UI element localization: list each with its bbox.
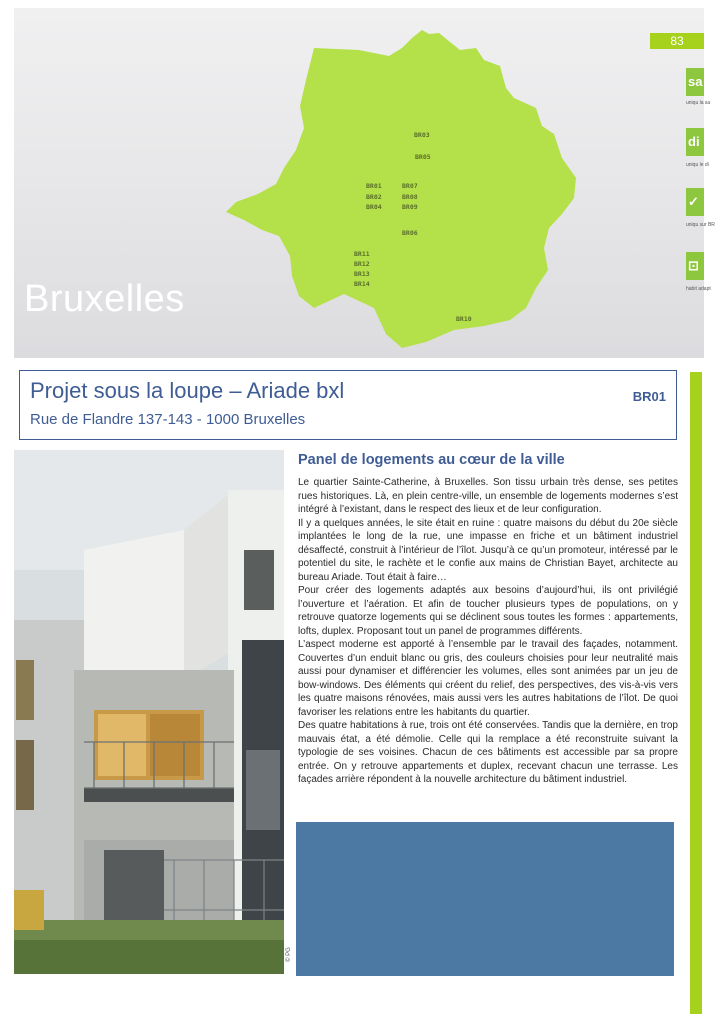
project-code: BR01 — [632, 389, 666, 404]
article-heading: Panel de logements au cœur de la ville — [298, 452, 565, 468]
article-paragraph: L’aspect moderne est apporté à l’ensemble par le travail des façades, notamment. Couvertes d’un enduit blanc ou gris, des couleurs choisies pour leur neutralité mais aussi pour dynamiser et différencier les volumes, elles sont animées par un jeu de bow-windows. Des éléments qui créent du relief, des perspectives, des vis-à-vis vers les quatre maisons rénovées, mais aussi vers les autres habitations de l’îlot. De quoi favoriser les relations entre les habitants du quartier. — [298, 639, 678, 718]
map-label: BR14 — [354, 280, 370, 288]
map-label: BR11 — [354, 250, 370, 258]
door-icon: ⊡ — [688, 258, 699, 273]
map-label: BR02 — [366, 193, 382, 201]
right-accent-bar — [690, 372, 702, 1014]
hero-map-banner — [14, 8, 715, 358]
map-label: BR06 — [402, 229, 418, 237]
building-photo — [14, 450, 284, 974]
blue-info-box — [296, 822, 674, 976]
map-label: BR09 — [402, 203, 418, 211]
map-label: BR03 — [414, 131, 430, 139]
article-paragraph: Il y a quelques années, le site était en ruine : quatre maisons du début du 20e siècle implantées le long de la rue, une impasse en friche et un bâtiment industriel désaffecté, construit à l’intérieur de l’îlot. Jusqu’à ce qu’un promoteur, intéressé par le potentiel du site, le rachète et le confie aux mains de Christian Bayet, architecte au bureau Ariade. Tout était à faire… — [298, 517, 678, 583]
map-label: BR12 — [354, 260, 370, 268]
brussels-region-shape — [226, 30, 576, 348]
article-body — [298, 476, 678, 787]
map-label: BR13 — [354, 270, 370, 278]
side-tab-2 — [686, 128, 704, 156]
article-paragraph: Pour créer des logements adaptés aux besoins d’aujourd’hui, ils ont privilégié l’ouverture et l’aération. Et afin de toucher plusieurs types de populations, on y retrouve quatorze logements qui se déclinent sous toutes les formes : appartements, lofts, duplex. Proposant tout un panel de programmes différents. — [298, 585, 678, 637]
photo-credit: © PG — [286, 947, 292, 962]
side-tab-caption: uniqu la sa — [686, 100, 711, 106]
map-label: BR08 — [402, 193, 418, 201]
project-title-box — [19, 370, 677, 440]
project-title: Projet sous la loupe – Ariade bxl — [30, 378, 345, 403]
article-paragraph: Le quartier Sainte-Catherine, à Bruxelles. Son tissu urbain très dense, ses petites rues historiques. Là, en plein centre-ville, un ensemble de logements modernes s’est intégré à l’existant, dans le respect des lieux et de leur configuration. — [298, 477, 678, 515]
map-label: BR04 — [366, 203, 382, 211]
side-tab-4 — [686, 252, 704, 280]
project-address: Rue de Flandre 137-143 - 1000 Bruxelles — [30, 411, 306, 428]
map-label: BR05 — [415, 153, 431, 161]
side-tab-letter: sa — [688, 74, 703, 89]
page-number: 83 — [650, 33, 704, 49]
side-tab-letter: di — [688, 134, 700, 149]
side-tab-3 — [686, 188, 704, 216]
map-label: BR01 — [366, 182, 382, 190]
map-label: BR10 — [456, 315, 472, 323]
side-tab-caption: uniqu le di — [686, 162, 709, 168]
article-paragraph: Des quatre habitations à rue, trois ont été conservées. Tandis que la dernière, en trop mauvais état, a été démolie. Celle qui la remplace a été reconstruite suivant la typologie de ses voisines. Chacun de ces bâtiments est accessible par sa propre entrée. On y retrouve appartements et duplex, recevant chacun une terrasse. Les façades arrière répondent à la nouvelle architecture du bâtiment industriel. — [298, 720, 678, 785]
map-label: BR07 — [402, 182, 418, 190]
side-tab-caption: uniqu sur BR — [686, 222, 715, 228]
phone-icon: ✓ — [688, 194, 699, 209]
side-tab-caption: habit adapt — [686, 286, 711, 292]
city-title: Bruxelles — [24, 278, 185, 320]
side-tab-1 — [686, 68, 704, 96]
